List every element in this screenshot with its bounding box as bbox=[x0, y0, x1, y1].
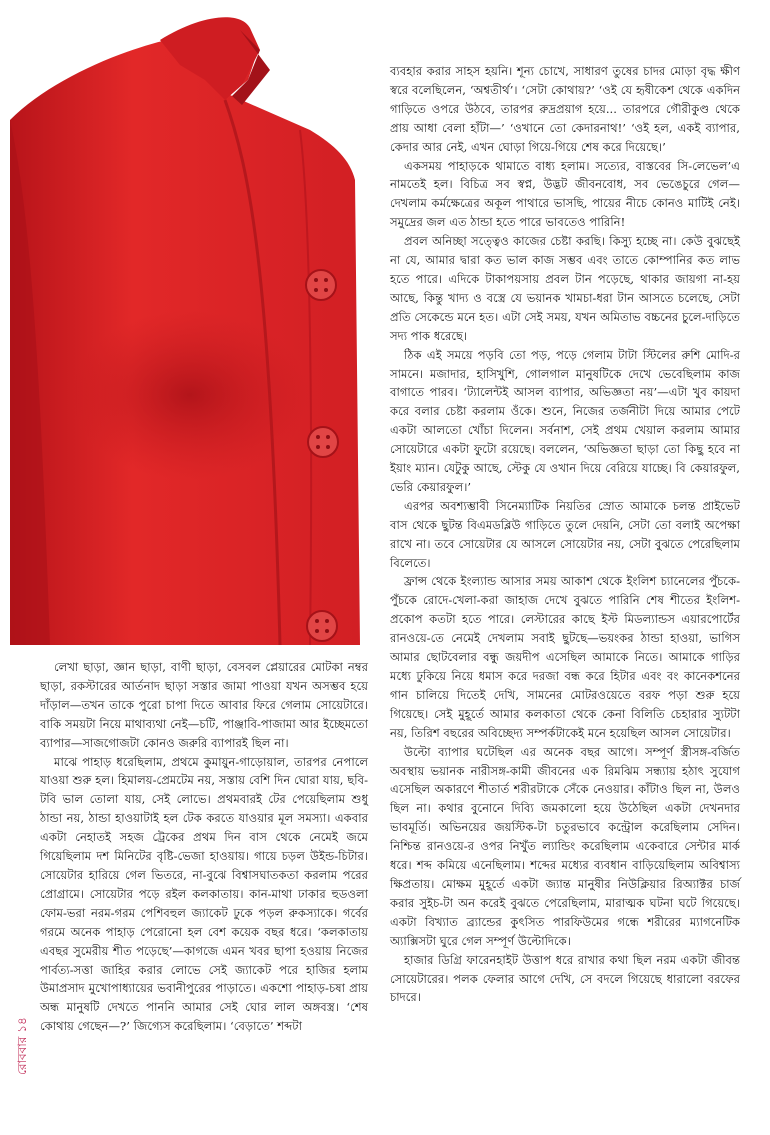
paragraph: ঠিক এই সময়ে পড়বি তো পড়, পড়ে গেলাম টাটা স্টিলের রুশি মোদি-র সামনে। মজাদার, হাসিখুশি, গোলগাল মানুষটিকে দেখে ভেবেছিলাম কাজ বাগাতে পারব। ‘ট্যালেন্টই আসল ব্যাপার, অভিজ্ঞতা নয়’—এটা খুব কায়দা করে বলার চেষ্টা করলাম ওঁকে। শুনে, নিজের তর্জনীটা দিয়ে আমার পেটে একটা আলতো খোঁচা দিলেন। সর্বনাশ, সেই প্রথম খেয়াল করলাম আমার সোয়েটারে একটা ফুটো রয়েছে। বললেন, ‘অভিজ্ঞতা ছাড়া তো কিছু হবে না ইয়াং ম্যান। যেটুকু আছে, স্টেকু যে ওখান দিয়ে বেরিয়ে যাচ্ছে। বি কেয়ারফুল, ভেরি কেয়ারফুল।’ bbox=[390, 347, 740, 494]
paragraph: প্রবল অনিচ্ছা সত্ত্বেও কাজের চেষ্টা করছি। কিস্যু হচ্ছে না। কেউ বুঝছেই না যে, আমার দ্বারা কত ভাল কাজ সম্ভব এবং তাতে কোম্পানির কত লাভ হতে পারে। এদিকে টাকাপয়সায় প্রবল টান পড়েছে, থাকার জায়গা না-হয় আছে, কিন্তু খাদ্য ও বস্ত্রে যে ভয়ানক খামচা-ধরা টান আসতে চলেছে, সেটা প্রতি সেকেন্ডে মনে হত। এটা সেই সময়, যখন অমিতাভ বচ্চনের চুলে-দাড়িতে সদ্য পাক ধরেছে। bbox=[390, 234, 740, 343]
paragraph: ব্যবহার করার সাহস হয়নি। শূন্য চোখে, সাধারণ তুষের চাদর মোড়া বৃদ্ধ ক্ষীণ স্বরে বলেছিলেন, ‘অশ্বতীর্থ’। ‘সেটা কোথায়?’ ‘ওই যে হৃষীকেশ থেকে একদিন গাড়িতে ওপরে উঠবে, তারপর রুদ্রপ্রয়াগ হয়ে... তারপরে গৌরীকুণ্ড থেকে প্রায় আধা বেলা হাঁটা—’ ‘ওখানে তো কেদারনাথ!’ ‘ওই হল, একই ব্যাপার, কেদার আর নেই, এখন ঘোড়া গিয়ে-গিয়ে শেষ করে দিয়েছে।’ bbox=[390, 64, 740, 154]
paragraph: লেখা ছাড়া, জ্ঞান ছাড়া, বাণী ছাড়া, বেসবল প্লেয়ারের মোটকা নম্বর ছাড়া, রকস্টারের আর্তনাদ ছাড়া সস্তার জামা পাওয়া যখন অসম্ভব হয়ে দাঁড়াল—তখন তাকে পুরো চাপা দিতে আবার ফিরে গেলাম সোয়েটারে। বাকি সময়টা নিয়ে মাথাব্যথা নেই—চটি, পাঞ্জাবি-পাজামা আর ইচ্ছেমতো ব্যাপার—সাজগোজটা কোনও জরুরি ব্যাপারই ছিল না। bbox=[40, 660, 368, 750]
red-coat-illustration bbox=[10, 10, 362, 645]
paragraph: উল্টো ব্যাপার ঘটেছিল এর অনেক বছর আগে। সম্পূর্ণ স্ত্রীসঙ্গ-বর্জিত অবস্থায় ভয়ানক নারীসঙ্গ-কামী জীবনের এক রিমঝিম সন্ধ্যায় হঠাৎ সুযোগ এসেছিল অকারণে শীতার্ত শরীরটাকে সেঁকে নেওয়ার। কাঁটাও ছিল না, উলও ছিল না। কথার বুনোনে দিব্যি জমকালো হয়ে উঠেছিল একটা দেখনদার ভাবমূর্তি। অভিনয়ের জয়স্টিক-টা চতুরভাবে কন্ট্রোল করেছিলাম সেদিন। নিশ্চিন্ত রানওয়ে-র ওপর নিখুঁত ল্যান্ডিং করেছিলাম একেবারে সেন্টার মার্ক ধরে। শব্দ কমিয়ে এনেছিলাম। শব্দের মধ্যের ব্যবধান বাড়িয়েছিলাম অবিশ্বাস্য ক্ষিপ্রতায়। মোক্ষম মুহূর্তে একটা জ্যান্ত মানুষীর নিউক্লিয়ার রিঅ্যাক্টর চার্জ করার সুইচ-টা অন করেই বুঝতে পেরেছিলাম, মারাত্মক ঘটনা ঘটে গিয়েছে। একটা বিখ্যাত ব্র্যান্ডের কুৎসিত পারফিউমের গন্ধে শরীরের ম্যাগনেটিক অ্যাক্সিসটা ঘুরে গেল সম্পূর্ণ উল্টোদিকে। bbox=[390, 744, 740, 948]
red-coat-photo bbox=[10, 10, 362, 645]
right-text-column bbox=[390, 62, 740, 1007]
paragraph: হাজার ডিগ্রি ফারেনহাইট উত্তাপ ধরে রাখার কথা ছিল নরম একটা জীবন্ত সোয়েটারের। পলক ফেলার আগে দেখি, সে বদলে গিয়েছে ধারালো বরফের চাদরে। bbox=[390, 952, 740, 1005]
paragraph: মাঝে পাহাড় ধরেছিলাম, প্রথমে কুমায়ুন-গাড়োয়াল, তারপর নেপালে যাওয়া শুরু হল। হিমালয়-প্রেমটেম নয়, সস্তায় বেশি দিন ঘোরা যায়, ছবি-টবি ভাল তোলা যায়, সেই লোভে। প্রথমবারই টের পেয়েছিলাম শুধু ঠান্ডা নয়, ঠান্ডা হাওয়াটাই হল টেক করতে যাওয়ার মূল সমস্যা। একবার একটা নেহাতই সহজ ট্রেকের প্রথম দিন বাস থেকে নেমেই জমে গিয়েছিলাম দশ মিনিটের বৃষ্টি-ভেজা হাওয়ায়। গায়ে চড়ল উইন্ড-চিটার। সোয়েটার হারিয়ে গেল ভিতরে, না-বুঝে বিশ্বাসঘাতকতা করলাম পরের প্রোগ্রামে। সোয়েটার পড়ে রইল কলকাতায়। কান-মাথা ঢাকার হুডওলা ফোম-ভরা নরম-গরম পেশিবহুল জ্যাকেট ঢুকে পড়ল রুকস্যাকে। গর্বের গরমে অনেক পাহাড় পেরোনো হল বেশ কয়েক বছর ধরে। ‘কলকাতায় এবছর সুমেরীয় শীত পড়েছে’—কাগজে এমন খবর ছাপা হওয়ায় নিজের পার্বত্য-সত্তা জাহির করার লোভে সেই জ্যাকেট পরে হাজির হলাম উমাপ্রসাদ মুখোপাধ্যায়ের ভবানীপুরের পাড়াতে। একশো পাহাড়-চষা প্রায় অন্ধ মানুষটি দেখতে পাননি আমার সেই ঘোর লাল অঙ্গবস্ত্র। ‘শেষ কোথায় গেছেন—?’ জিগ্যেস করেছিলাম। ‘বেড়াতে’ শব্দটা bbox=[40, 754, 368, 1034]
paragraph: ফ্রান্স থেকে ইংল্যান্ড আসার সময় আকাশ থেকে ইংলিশ চ্যানেলের পুঁচকে-পুঁচকে রোদে-খেলা-করা জাহাজ দেখে বুঝতে পারিনি শেষ শীতের ইংলিশ-প্রকোপ কতটা হতে পারে। লেস্টারের কাছে ইস্ট মিডল্যান্ডস এয়ারপোর্টের রানওয়ে-তে নেমেই দেখলাম সবাই ছুটছে—ভয়ংকর ঠান্ডা হাওয়া, ভাগিস আমার ছোটবেলার বন্ধু জয়দীপ এসেছিল আমাকে নিতে। আমাকে গাড়ির মধ্যে ঢুকিয়ে নিয়ে ধমাস করে দরজা বন্ধ করে হিটার এবং বং কানেকশনের গান চালিয়ে দিতেই দেখি, সামনের মোটরওয়েতে বরফ পড়া শুরু হয়ে গিয়েছে। সেই মুহূর্তে আমার কলকাতা থেকে কেনা বিলিতি চেহারার স্যুটটা নয়, তিরিশ বছরের অবিচ্ছেদ্য সম্পর্কটাকেই মনে হয়েছিল আসল সোয়েটার। bbox=[390, 574, 740, 740]
page-folio: রোববার ১৪ bbox=[15, 1017, 29, 1075]
paragraph: এরপর অবশ্যম্ভাবী সিনেম্যাটিক নিয়তির স্রোত আমাকে চলন্ত প্রাইভেট বাস থেকে ছুটন্ত বিএমডব্লিউ গাড়িতে তুলে দেয়নি, সেটা তো বলাই অপেক্ষা রাখে না। তবে সোয়েটার যে আসলে সোয়েটার নয়, সেটা বুঝতে পেরেছিলাম বিলেতে। bbox=[390, 498, 740, 570]
paragraph: একসময় পাহাড়কে থামাতে বাধ্য হলাম। সত্যের, বাস্তবের সি-লেভেল’এ নামতেই হল। বিচিত্র সব স্বপ্ন, উদ্ভট জীবনবোধ, সব ভেঙেচুরে গেল—দেখলাম কর্মক্ষেত্রের অকূল পাথারে ভাসছি, পায়ের নীচে কোনও মাটিই নেই। সমুদ্রের জল এত ঠান্ডা হতে পারে ভাবতেও পারিনি! bbox=[390, 158, 740, 230]
left-text-column bbox=[40, 658, 368, 1036]
